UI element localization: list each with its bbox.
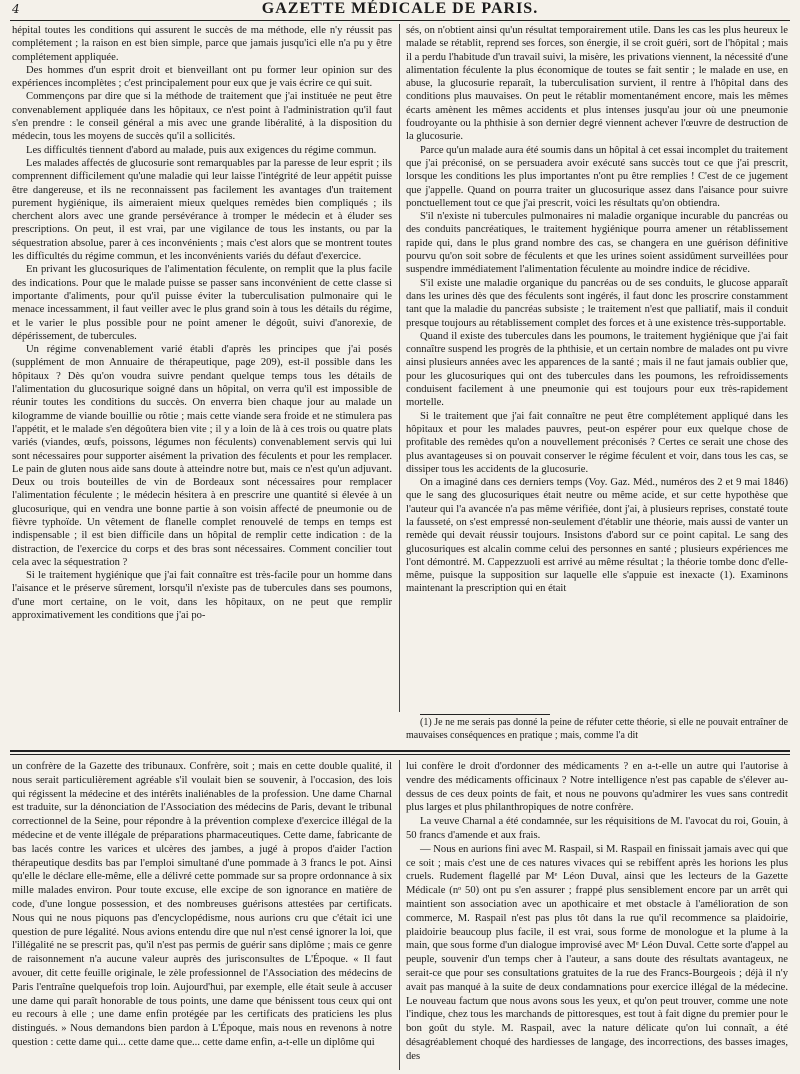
paragraph: lui confère le droit d'ordonner des médicaments ? en a-t-elle un autre qui l'autorise à vendre des médicaments officinaux ? Notre intelligence n'est pas capable de s'élever au-dessus de ces deux points de fait, et nous ne pouvons qu'admirer les vues sans contredit plus larges et plus philanthropiques de notre confrère. [406,761,788,814]
bottom-column-divider [399,760,400,1070]
paragraph: Commençons par dire que si la méthode de traitement que j'ai instituée ne peut être convenablement appliquée dans les hôpitaux, ce n'est point à l'administration qu'il faut s'en prendre : le conseil général a mis avec une grande libéralité, à la disposition du médecin, tous les moyens de succès qu'il a sollicités. [12,91,392,143]
paragraph: Si le traitement hygiénique que j'ai fait connaître est très-facile pour un homme dans l'aisance et le préserve sûrement, lorsqu'il n'existe pas de tubercules dans ses poumons, d'une mort certaine, on le voit, dans les hôpitaux, on ne peut que remplir approximativement les conditions que j'ai po- [12,570,392,622]
paragraph: Des hommes d'un esprit droit et bienveillant ont pu former leur opinion sur des expériences incomplètes ; c'est principalement pour eux que je vais écrire ce qui suit. [12,64,392,90]
footnote [406,717,788,743]
page-number: 4 [12,2,20,16]
paragraph: un confrère de la Gazette des tribunaux. Confrère, soit ; mais en cette double qualité, il nous serait particulièrement agréable s'il voulait bien se souvenir, à l'occasion, des lois qui régissent la médecine et des intérêts inaliénables de la profession. Une dame Charnal est traduite, sur la dénonciation de l'Association des médecins de Paris, devant le tribunal correctionnel de la Seine, pour répondre à la prévention complexe d'exercice illégal de la médecine et de vente illégale de préparations pharmaceutiques. Cette dame, fabricante de bas lacés contre les varices et ulcères des jambes, a jugé à propos d'aider l'action thérapeutique desdits bas par l'emploi simultané d'une pommade à 3 francs le pot. Ainsi qu'elle le déclare elle-même, elle a délivré cette pommade sur sa propre ordonnance à six mille malades environ. Pour toute excuse, elle excipe de son ignorance en matière de code, d'une longue possession, et des nombreuses guérisons attestées par certificats. Nous qui ne nous piquons pas d'encyclopédisme, nous aurions cru que c'était ici une question de pure légalité. Nous avions entendu dire que nul n'est censé ignorer la loi, que l'illégalité ne se prescrit pas, qu'il n'est pas permis de guérir sans diplôme ; mais ce genre de raisonnement n'a aucune valeur auprès des jurisconsultes de L'Époque. « Il faut avouer, dit cette feuille originale, le zèle professionnel de l'Association des médecins de Paris l'entraîne quelquefois trop loin. Aujourd'hui, par exemple, elle était seule à accuser une dame qui paraît honorable de tous points, une dame que bénissent tous ceux qui ont eu recours à elle ; une dame enfin protégée par les certificats des praticiens les plus distingués. » Nous demandons bien pardon à L'Époque, mais nous en revenons à notre question : cette dame qui... cette dame que... cette dame enfin, a-t-elle un diplôme qui [12,761,392,1048]
paragraph: Les difficultés tiennent d'abord au malade, puis aux exigences du régime commun. [26,144,377,156]
paragraph: — Nous en aurions fini avec M. Raspail, si M. Raspail en finissait jamais avec qui que ce soit ; mais c'est une de ces natures vivaces qui se rebiffent après les horions les plus cruels. Rudement flagellé par Mᵉ Léon Duval, ainsi que les lecteurs de la Gazette Médicale (nᵒ 50) ont pu s'en assurer ; frappé plus sensiblement encore par un arrêt qui maintient son association avec un apothicaire et met obstacle à l'amélioration de son commerce, M. Raspail n'est pas plus tôt dans la rue qu'il recommence sa plaidoirie, plaidoirie beaucoup plus facile, il est vrai, sous forme de monologue et la plume à la main, que sous forme d'un dialogue improvisé avec Mᵉ Léon Duval. Cette sorte d'appel au peuple, souvenir d'un temps cher à l'auteur, a sans doute des résultats avantageux, ne serait-ce que pour ses consultations gratuites de la rue des Francs-Bourgeois ; déjà il n'y avait pas manqué à la suite de deux condamnations pour exercice illégal de la médecine. Le nouveau factum que nous avons sous les yeux, et qu'on peut trouver, comme une note l'indique, chez tous les marchands de pittoresques, est tout à fait digne du premier pour le bon goût du style. M. Raspail, avec la nature délicate qu'on lui connaît, a été désagréablement choqué des hardiesses de langage, des incorrections, des basses images, des [406,843,788,1062]
article-column-left [12,24,392,710]
journal-title: GAZETTE MÉDICALE DE PARIS. [261,0,539,17]
paragraph: La veuve Charnal a été condamnée, sur les réquisitions de M. l'avocat du roi, Gouin, à 50 francs d'amende et aux frais. [406,816,788,841]
paragraph: hépital toutes les conditions qui assurent le succès de ma méthode, elle n'y réussit pas complétement ; la raison en est bien simple, parce que jamais jusqu'ici elle n'a pu y être complétement appliquée. [12,25,392,63]
footnote-text: (1) Je ne me serais pas donné la peine de réfuter cette théorie, si elle ne pouvait entraîner de mauvaises conséquences en pratique ; mais, comme l'a dit [406,717,788,741]
paragraph: Les malades affectés de glucosurie sont remarquables par la paresse de leur esprit ; ils comprennent difficilement qu'une maladie qui leur laisse l'intégrité de leur appétit puisse être dangereuse, et ils ne reconnaissent pas facilement les avantages d'un traitement purement hygiénique, ils aimeraient mieux quelques remèdes bien compliqués ; ils cherchent alors avec une grande persévérance à tromper le médecin et à éluder ses prescriptions. On peut, il est vrai, par une vigilance de tous les instants, ou par la séquestration absolue, parer à ces inconvénients ; mais c'est alors que se montrent toutes les difficultés du régime commun, et les inconvénients variés du défaut d'exercice. [12,157,392,263]
paragraph: En privant les glucosuriques de l'alimentation féculente, on remplit que la plus facile des indications. Pour que le malade puisse se passer sans inconvénient de cette classe si importante d'aliments, pour qu'il puisse éviter la tuberculisation pulmonaire qui le menace incessamment, il faut veiller avec le plus grand soin à tous les détails du régime, et le varier le plus possible pour ne point amener le dégoût, suivi d'anorexie, de dépérissement, de tubercules. [12,264,392,342]
header-rule [10,20,790,21]
bottom-column-right [406,760,788,1070]
paragraph: sés, on n'obtient ainsi qu'un résultat temporairement utile. Dans les cas les plus heureux le malade se rétablit, reprend ses forces, son énergie, il se croit guéri, sort de l'hôpital ; mais il a perdu l'habitude d'un travail suivi, la misère, les privations viennent, la nécessité d'une alimentation féculente la plus économique de toutes se fait sentir ; le malade en use, en abuse, la glucosurie reparaît, la tuberculisation survient, il rentre à l'hôpital dans des conditions plus mauvaises. On peut le rétablir momentanément encore, mais les mêmes écarts amènent les mêmes accidents et plus intenses jusqu'au jour où une pneumonie foudroyante ou la phthisie à son dernier degré viennent achever l'œuvre de destruction de la glucosurie. [406,25,788,143]
paragraph: Parce qu'un malade aura été soumis dans un hôpital à cet essai incomplet du traitement que j'ai préconisé, on se persuadera avoir exécuté sans succès tout ce que j'ai prescrit, lorsque les conditions les plus importantes n'ont pu être remplies ! C'est de ce jugement que j'appelle. Quand on pourra traiter un glucosurique assez dans l'aisance pour suivre ponctuellement tout ce que j'ai prescrit, voici les résultats qu'on obtiendra. [406,144,788,209]
section-rule-thin [10,754,790,755]
bottom-column-left [12,760,392,1070]
paragraph: S'il existe une maladie organique du pancréas ou de ses conduits, le glucose apparaît dans les urines dès que des féculents sont ingérés, il faut donc les proscrire constamment tant que la maladie du pancréas subsiste ; le traitement n'est que palliatif, mais il conduit presque toujours au rétablissement complet des forces et à une existence très-supportable. [406,277,788,329]
article-column-right [406,24,788,710]
paragraph: Un régime convenablement varié établi d'après les principes que j'ai posés (supplément de mon Annuaire de thérapeutique, page 209), est-il possible dans les hôpitaux ? Dès qu'on voudra suivre pendant quelque temps tous les détails de l'alimentation du glucosurique soigné dans un hôpital, on verra qu'il est impossible de réunir toutes les conditions du succès. On enverra bien chaque jour au malade un kilogramme de viande bouillie ou rôtie ; mais cette viande sera froide et ne stimulera pas l'appétit, et le malade s'en dégoûtera bien vite ; il y a loin de là à ces trois ou quatre plats variés (viandes, œufs, poissons, légumes non féculents) convenablement servis qui lui sont nécessaires pour supporter aisément la privation des féculents et pour les remplacer. Le pain de gluten nous aide sans doute à atteindre notre but, mais ce n'est qu'un adjuvant. Deux ou trois bouteilles de vin de Bordeaux sont nécessaires pour remplacer l'alimentation féculente ; le médecin hésitera à en prescrire une quantité si élevée à un glucosurique, qui en vendra une bonne partie à son voisin affecté de pneumonie ou de fièvre typhoïde. Un vêtement de flanelle complet renouvelé de temps en temps est indispensable ; il est bien difficile dans un hôpital de remplir cette indication : de la distraction, de l'exercice du corps et des bras sont nécessaires. Comment concilier tout cela avec la séquestration ? [12,344,392,568]
page-header [0,0,800,20]
paragraph: Quand il existe des tubercules dans les poumons, le traitement hygiénique que j'ai fait connaître suspend les progrès de la phthisie, et un certain nombre de malades ont pu vivre ainsi plusieurs années avec les apparences de la santé ; mais il ne faut jamais oublier que, pour les glucosuriques qui ont des tubercules dans les poumons, les refroidissements conduisent facilement à une pneumonie qui est toujours pour eux très-rapidement mortelle. [406,330,788,409]
paragraph: S'il n'existe ni tubercules pulmonaires ni maladie organique incurable du pancréas ou des conduits pancréatiques, le traitement hygiénique pourra amener un rétablissement rapide qui, dans le plus grand nombre des cas, se changera en une guérison définitive pourvu qu'on soit sobre de féculents et que les urines soient assidûment surveillées pour suspendre immédiatement l'alimentation féculente au moindre indice de récidive. [406,211,788,276]
section-rule [10,750,790,752]
footnote-rule [420,714,550,715]
paragraph: On a imaginé dans ces derniers temps (Voy. Gaz. Méd., numéros des 2 et 9 mai 1846) que le sang des glucosuriques était neutre ou même acide, et sur cette hypothèse que l'auteur qui l'a avancée n'a pas même vérifiée, dont j'ai, à plusieurs reprises, constaté toute la fausseté, on s'est empressé non-seulement d'établir une théorie, mais aussi de vanter un remède qui devait réussir toujours. Insistons d'abord sur ce point capital. Le sang des glucosuriques est alcalin comme celui des personnes en santé ; plusieurs expériences me l'ont démontré. M. Cappezzuoli est arrivé au même résultat ; la théorie tombe donc d'elle-même, puisque la supposition sur laquelle elle s'appuie est inexacte (1). Examinons maintenant la prescription qui en était [406,477,788,595]
paragraph: Si le traitement que j'ai fait connaître ne peut être complétement appliqué dans les hôpitaux et pour les malades pauvres, peut-on espérer pour eux quelque chose de profitable des remèdes qu'on a nouvellement préconisés ? Certes ce serait une chose des plus avantageuses si on pouvait conserver le régime féculent et voir, dans tous les cas, se dissiper tous les accidents de la glucosurie. [406,410,788,475]
column-divider [399,24,400,712]
